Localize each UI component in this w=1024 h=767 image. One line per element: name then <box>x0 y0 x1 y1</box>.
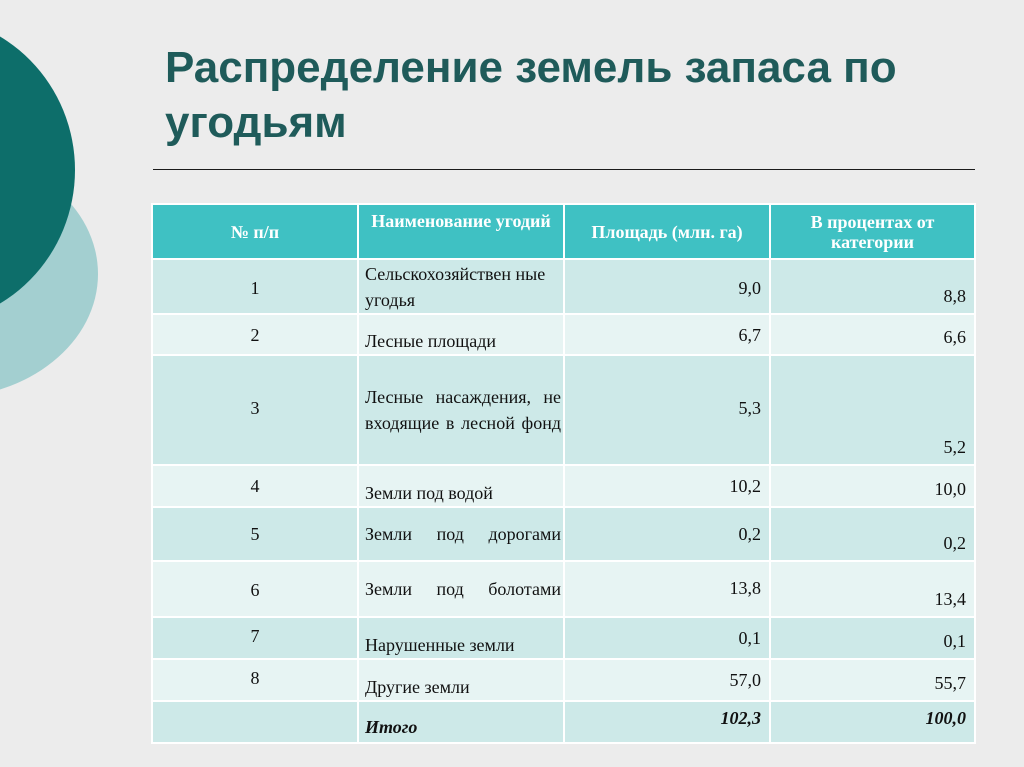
row-area: 0,2 <box>564 507 770 561</box>
row-number: 6 <box>152 561 358 617</box>
row-name: Лесные площади <box>358 314 564 355</box>
row-name: Лесные насаждения, не входящие в лесной фонд <box>358 355 564 465</box>
row-percent: 8,8 <box>770 259 975 314</box>
row-name: Земли под дорогами <box>358 507 564 561</box>
row-percent: 0,2 <box>770 507 975 561</box>
table-row <box>152 507 975 561</box>
row-area: 6,7 <box>564 314 770 355</box>
title-divider <box>153 169 975 170</box>
row-number: 8 <box>152 659 358 701</box>
land-distribution-table <box>151 203 976 744</box>
row-number: 2 <box>152 314 358 355</box>
row-name: Нарушенные земли <box>358 617 564 659</box>
header-number: № п/п <box>152 204 358 259</box>
row-area: 10,2 <box>564 465 770 507</box>
row-percent: 5,2 <box>770 355 975 465</box>
row-area: 0,1 <box>564 617 770 659</box>
table-row <box>152 659 975 701</box>
total-percent: 100,0 <box>770 701 975 743</box>
table-header-row <box>152 204 975 259</box>
row-number: 4 <box>152 465 358 507</box>
table-row <box>152 617 975 659</box>
row-area: 57,0 <box>564 659 770 701</box>
total-number <box>152 701 358 743</box>
row-number: 1 <box>152 259 358 314</box>
table-row <box>152 314 975 355</box>
table-row <box>152 465 975 507</box>
row-area: 13,8 <box>564 561 770 617</box>
row-name: Земли под водой <box>358 465 564 507</box>
header-area: Площадь (млн. га) <box>564 204 770 259</box>
row-name: Другие земли <box>358 659 564 701</box>
header-name: Наименование угодий <box>358 204 564 259</box>
row-percent: 13,4 <box>770 561 975 617</box>
total-area: 102,3 <box>564 701 770 743</box>
table-total-row <box>152 701 975 743</box>
row-number: 3 <box>152 355 358 465</box>
row-percent: 0,1 <box>770 617 975 659</box>
table-row <box>152 355 975 465</box>
row-area: 5,3 <box>564 355 770 465</box>
table-row <box>152 259 975 314</box>
row-percent: 10,0 <box>770 465 975 507</box>
row-number: 7 <box>152 617 358 659</box>
row-percent: 6,6 <box>770 314 975 355</box>
row-name: Сельскохозяйствен ные угодья <box>358 259 564 314</box>
row-number: 5 <box>152 507 358 561</box>
row-area: 9,0 <box>564 259 770 314</box>
total-label: Итого <box>358 701 564 743</box>
table-row <box>152 561 975 617</box>
row-percent: 55,7 <box>770 659 975 701</box>
header-percent: В процентах от категории <box>770 204 975 259</box>
page-title: Распределение земель запаса по угодьям <box>165 43 897 147</box>
row-name: Земли под болотами <box>358 561 564 617</box>
